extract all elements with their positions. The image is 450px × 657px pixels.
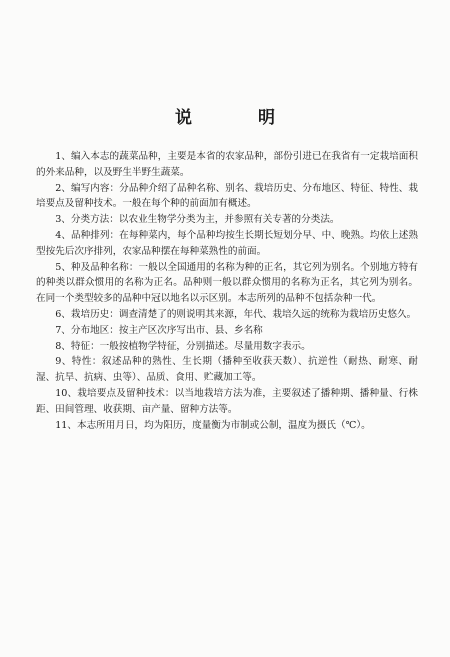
explanation-item-6: 6、栽培历史：调查清楚了的则说明其来源，年代、栽培久远的统称为栽培历史悠久。 [55,308,417,320]
explanation-item-7: 7、分布地区：按主产区次序写出市、县、乡名称 [55,324,263,336]
page-title: 说 明 [175,108,305,128]
explanation-item-11: 11、本志所用月日，均为阳历，度量衡为市制或公制，温度为摄氏（℃）。 [55,419,371,431]
explanation-list [36,149,418,433]
explanation-item-2: 2、编写内容：分品种介绍了品种名称、别名、栽培历史、分布地区、特征、特性、栽培要点及留种技术。一般在每个种的前面加有概述。 [36,182,418,210]
explanation-item-9: 9、特性：叙述品种的熟性、生长期（播种至收获天数）、抗逆性（耐热、耐寒、耐湿、抗旱、抗病、虫等）、品质、食用、贮藏加工等。 [36,356,418,384]
explanation-item-8: 8、特征：一般按植物学特征，分别描述。尽量用数字表示。 [55,340,311,352]
explanation-item-4: 4、品种排列：在每种菜内，每个品种均按生长期长短划分早、中、晚熟。均依上述熟型按先后次序排列，农家品种摆在每种菜熟性的前面。 [36,229,418,257]
explanation-item-5: 5、种及品种名称：一般以全国通用的名称为种的正名，其它列为别名。个别地方特有的种类以群众惯用的名称为正名。品种则一般以群众惯用的名称为正名，其它列为别名。在同一个类型较多的品种中冠以地名以示区别。本志所列的品种不包括杂种一代。 [36,261,418,305]
explanation-item-1: 1、编入本志的蔬菜品种，主要是本省的农家品种，部份引进已在我省有一定栽培面积的外来品种，以及野生半野生蔬菜。 [36,151,418,178]
explanation-item-3: 3、分类方法：以农业生物学分类为主，并参照有关专著的分类法。 [55,214,340,226]
explanation-item-10: 10、栽培要点及留种技术：以当地栽培方法为准，主要叙述了播种期、播种量、行株距、田间管理、收获期、亩产量、留种方法等。 [36,387,418,415]
